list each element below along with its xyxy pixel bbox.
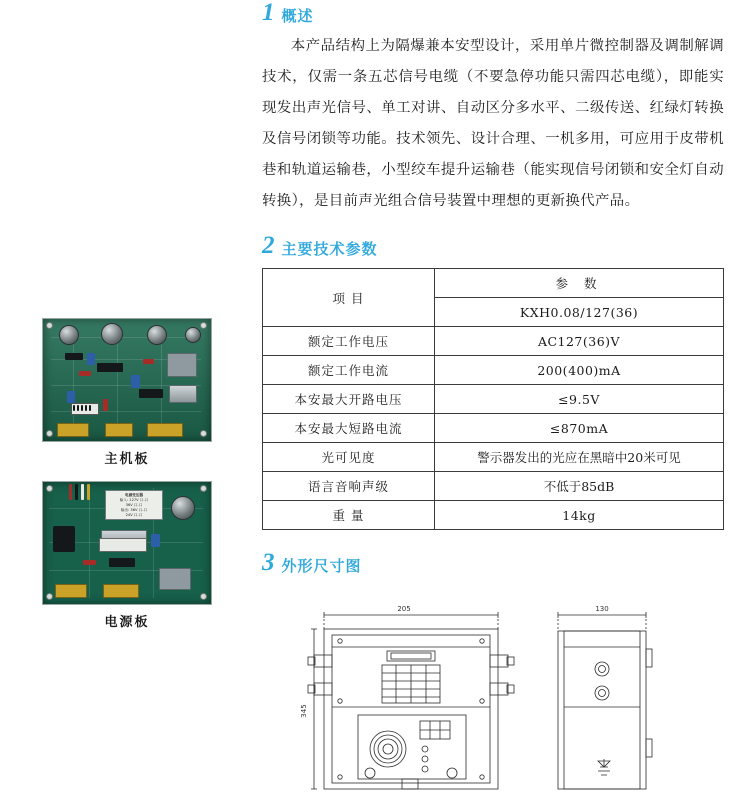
- model-value: KXH0.08/127(36): [435, 298, 724, 327]
- photo-power-board: [22, 481, 232, 630]
- row-label: 本安最大开路电压: [263, 385, 435, 414]
- spec-table: [262, 268, 724, 530]
- row-value: ≤9.5V: [435, 385, 724, 414]
- section-heading-dimensions: [262, 550, 724, 575]
- main-board-image: [42, 318, 212, 442]
- row-label: 语言音响声级: [263, 472, 435, 501]
- section-title: 外形尺寸图: [281, 556, 362, 575]
- table-row: [263, 472, 724, 501]
- row-value: 警示器发出的光应在黑暗中20米可见: [435, 443, 724, 472]
- table-row: [263, 327, 724, 356]
- table-row: [263, 356, 724, 385]
- section-title: 主要技术参数: [281, 239, 378, 258]
- section-heading-overview: [262, 0, 724, 25]
- side-width-label: 130: [595, 605, 609, 613]
- front-height-label: 345: [300, 704, 308, 718]
- table-row: [263, 385, 724, 414]
- table-header-param: 参 数: [435, 269, 724, 298]
- row-label: 本安最大短路电流: [263, 414, 435, 443]
- power-board-image: [42, 481, 212, 605]
- row-label: 额定工作电流: [263, 356, 435, 385]
- row-label: 光可见度: [263, 443, 435, 472]
- power-board-label: 电源变压器 输入: 127V 口-口 36V 口-口 输出: 36V 口-口 24V 口-口: [105, 490, 163, 520]
- dimension-drawing-svg: [262, 589, 724, 801]
- row-value: 14kg: [435, 501, 724, 530]
- dimension-drawings: [262, 589, 724, 804]
- table-row: [263, 501, 724, 530]
- front-width-label: 205: [397, 605, 411, 613]
- table-row: [263, 414, 724, 443]
- section-heading-specs: [262, 233, 724, 258]
- section-number: 2: [262, 232, 275, 259]
- product-photos-column: [22, 318, 232, 644]
- row-value: ≤870mA: [435, 414, 724, 443]
- table-header-item: 项 目: [263, 269, 435, 327]
- row-label: 重 量: [263, 501, 435, 530]
- row-value: AC127(36)V: [435, 327, 724, 356]
- section-title: 概述: [281, 6, 314, 25]
- row-value: 200(400)mA: [435, 356, 724, 385]
- row-label: 额定工作电压: [263, 327, 435, 356]
- photo-main-board: [22, 318, 232, 467]
- content-column: [262, 0, 724, 804]
- row-value: 不低于85dB: [435, 472, 724, 501]
- section-number: 1: [262, 0, 275, 26]
- power-board-caption: 电源板: [104, 615, 150, 630]
- section-number: 3: [262, 549, 275, 576]
- table-row: [263, 443, 724, 472]
- main-board-caption: 主机板: [104, 452, 150, 467]
- overview-paragraph: 本产品结构上为隔爆兼本安型设计，采用单片微控制器及调制解调技术，仅需一条五芯信号电缆（不要急停功能只需四芯电缆），即能实现发出声光信号、单工对讲、自动区分多水平、二级传送、红绿灯转换及信号闭锁等功能。技术领先、设计合理、一机多用，可应用于皮带机巷和轨道运输巷，小型绞车提升运输巷（能实现信号闭锁和安全灯自动转换），是目前声光组合信号装置中理想的更新换代产品。: [262, 38, 724, 209]
- table-row: [263, 269, 724, 298]
